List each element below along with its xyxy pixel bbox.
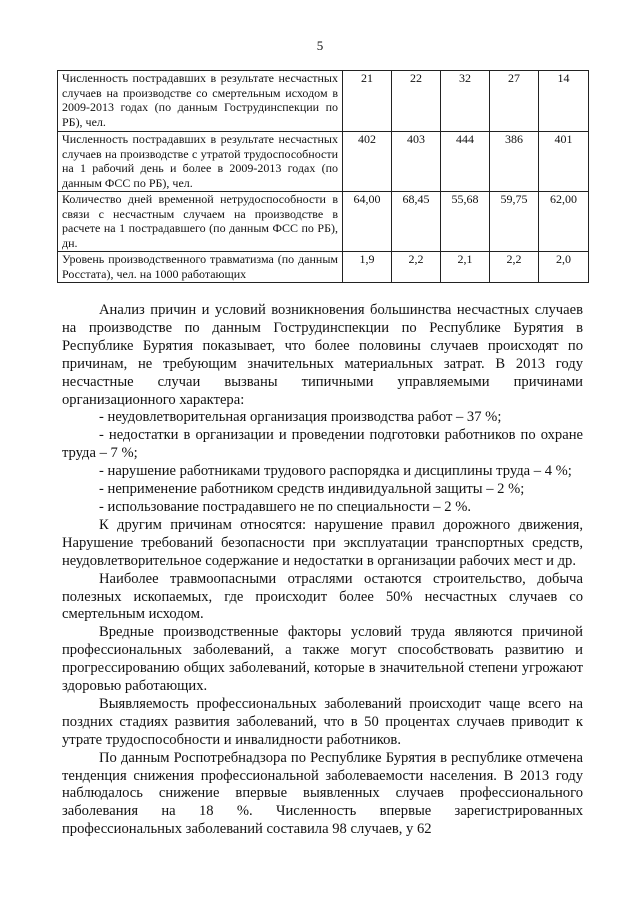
cell-2009: 64,00 (343, 192, 392, 252)
row-label: Количество дней временной нетрудоспособности в связи с несчастным случаем на производстве в расчете на 1 пострадавшего (по данным ФСС по РБ), дн. (58, 192, 343, 252)
cell-2010: 22 (392, 71, 441, 132)
paragraph-rospotrebnadzor: По данным Роспотребнадзора по Республике Бурятия в республике отмечена тенденция снижения профессиональной заболеваемости населения. В 2013 году наблюдалось снижение впервые выявленных случаев профессионального заболевания на 18 %. Численность впервые зарегистрированных профессиональных заболеваний составила 98 случаев, у 62 (62, 749, 583, 838)
cell-2010: 68,45 (392, 192, 441, 252)
table-row (58, 252, 589, 283)
cell-2009: 1,9 (343, 252, 392, 283)
list-item: - неприменение работником средств индивидуальной защиты – 2 %; (99, 481, 525, 498)
list-item: - использование пострадавшего не по специальности – 2 %. (99, 498, 471, 515)
cell-2012: 386 (490, 132, 539, 192)
cell-2012: 27 (490, 71, 539, 132)
cell-2009: 402 (343, 132, 392, 192)
list-item: - неудовлетворительная организация производства работ – 37 %; (99, 409, 502, 426)
cell-2011: 55,68 (441, 192, 490, 252)
cell-2011: 2,1 (441, 252, 490, 283)
paragraph-detection: Выявляемость профессиональных заболеваний происходит чаще всего на поздних стадиях развития заболеваний, что в 50 процентах случаев приводит к утрате трудоспособности и инвалидности работников. (62, 695, 583, 748)
paragraph-other-causes: К другим причинам относятся: нарушение правил дорожного движения, Нарушение требований безопасности при эксплуатации транспортных средств, неудовлетворительное содержание и недостатки в организации рабочих мест и др. (62, 516, 583, 569)
list-item: - недостатки в организации и проведении подготовки работников по охране труда – 7 %; (62, 427, 583, 462)
paragraph-hazardous-industries: Наиболее травмоопасными отраслями остаются строительство, добыча полезных ископаемых, где происходит более 50% несчастных случаев со смертельным исходом. (62, 570, 583, 623)
row-label: Численность пострадавших в результате несчастных случаев на производстве со смертельным исходом в 2009-2013 годах (по данным Гострудинспекции по РБ), чел. (58, 71, 343, 132)
table-row (58, 71, 589, 132)
paragraph-analysis: Анализ причин и условий возникновения большинства несчастных случаев на производстве по данным Гострудинспекции по Республике Бурятия в Республике Бурятия показывает, что более половины случаев происходят по причинам, не требующим значительных материальных затрат. В 2013 году несчастные случаи вызваны типичными управляемыми причинами организационного характера: (62, 302, 583, 408)
cell-2009: 21 (343, 71, 392, 132)
cell-2013: 14 (539, 71, 589, 132)
cell-2013: 401 (539, 132, 589, 192)
cell-2010: 2,2 (392, 252, 441, 283)
list-item: - нарушение работниками трудового распорядка и дисциплины труда – 4 %; (99, 463, 572, 480)
cell-2013: 62,00 (539, 192, 589, 252)
cell-2012: 59,75 (490, 192, 539, 252)
statistics-table (57, 70, 589, 283)
table-row (58, 192, 589, 252)
cell-2012: 2,2 (490, 252, 539, 283)
table-row (58, 132, 589, 192)
page-number: 5 (316, 38, 324, 53)
body-text (62, 302, 583, 839)
cell-2011: 444 (441, 132, 490, 192)
cell-2013: 2,0 (539, 252, 589, 283)
row-label: Численность пострадавших в результате несчастных случаев на производстве с утратой трудоспособности на 1 рабочий день и более в 2009-2013 годах (по данным ФСС по РБ), чел. (58, 132, 343, 192)
cell-2010: 403 (392, 132, 441, 192)
cell-2011: 32 (441, 71, 490, 132)
row-label: Уровень производственного травматизма (по данным Росстата), чел. на 1000 работающих (58, 252, 343, 283)
paragraph-harmful-factors: Вредные производственные факторы условий труда являются причиной профессиональных заболеваний, а также могут способствовать развитию и прогрессированию общих заболеваний, которые в значительной степени угрожают здоровью работающих. (62, 624, 583, 695)
